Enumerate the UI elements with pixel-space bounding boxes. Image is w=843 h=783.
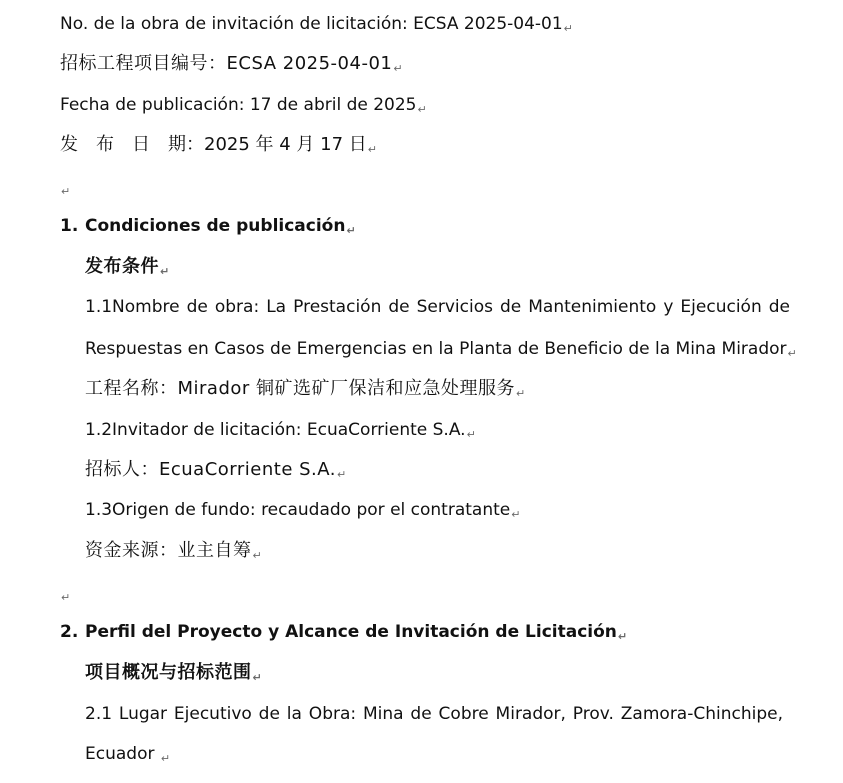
empty-paragraph — [60, 176, 70, 203]
item-1-1-cn-text: 工程名称：Mirador 铜矿选矿厂保洁和应急处理服务 — [85, 378, 516, 399]
paragraph-mark-icon: ↵ — [563, 22, 573, 35]
item-1-2 — [85, 419, 476, 446]
item-1-2-cn-text: 招标人：EcuaCorriente S.A. — [85, 459, 336, 480]
obra-number-cn — [60, 53, 403, 80]
publication-date-cn — [60, 134, 377, 161]
paragraph-mark-icon: ↵ — [61, 185, 71, 198]
paragraph-mark-icon: ↵ — [511, 508, 521, 521]
section-1-heading — [60, 215, 356, 242]
paragraph-mark-icon: ↵ — [417, 103, 427, 116]
paragraph-mark-icon: ↵ — [367, 143, 377, 156]
item-2-1-text-2: Ecuador — [85, 744, 160, 764]
item-1-3-cn-text: 资金来源：业主自筹 — [85, 540, 252, 561]
paragraph-mark-icon: ↵ — [160, 752, 171, 765]
item-1-3-text: 1.3Origen de fundo: recaudado por el contratante — [85, 500, 511, 520]
item-2-1-text-1: 2.1 Lugar Ejecutivo de la Obra: Mina de Cobre Mirador, Prov. Zamora-Chinchipe, — [85, 704, 783, 724]
section-2-title: Perfil del Proyecto y Alcance de Invitación de Licitación — [85, 622, 617, 642]
section-1-heading-cn — [85, 256, 170, 283]
obra-number-cn-text: 招标工程项目编号：ECSA 2025-04-01 — [60, 53, 393, 74]
paragraph-mark-icon: ↵ — [61, 591, 71, 604]
item-1-3-cn — [85, 540, 262, 567]
publication-date-cn-text: 发 布 日 期：2025 年 4 月 17 日 — [60, 134, 367, 155]
obra-number-es — [60, 13, 573, 40]
paragraph-mark-icon: ↵ — [252, 549, 263, 562]
item-1-2-text: 1.2Invitador de licitación: EcuaCorriente S.A. — [85, 420, 466, 440]
empty-paragraph — [60, 582, 70, 609]
item-1-1-line-2 — [85, 338, 797, 365]
paragraph-mark-icon: ↵ — [160, 265, 170, 278]
item-2-1-line-2 — [85, 743, 170, 770]
publication-date-text: Fecha de publicación: 17 de abril de 2025 — [60, 95, 417, 115]
item-1-1-cn — [85, 378, 526, 405]
paragraph-mark-icon: ↵ — [617, 630, 628, 643]
item-1-1-text-2: Respuestas en Casos de Emergencias en la Planta de Beneficio de la Mina Mirador — [85, 339, 787, 359]
obra-number-text: No. de la obra de invitación de licitación: ECSA 2025-04-01 — [60, 14, 563, 34]
item-1-1-text-1: 1.1Nombre de obra: La Prestación de Servicios de Mantenimiento y Ejecución de — [85, 297, 790, 317]
section-1-title: Condiciones de publicación — [85, 216, 346, 236]
paragraph-mark-icon: ↵ — [466, 428, 476, 441]
paragraph-mark-icon: ↵ — [516, 387, 526, 400]
paragraph-mark-icon: ↵ — [787, 347, 797, 360]
paragraph-mark-icon: ↵ — [346, 224, 356, 237]
item-2-1-line-1 — [85, 703, 783, 725]
section-1-title-cn: 发布条件 — [85, 256, 159, 277]
section-2-title-cn: 项目概况与招标范围 — [85, 662, 252, 683]
publication-date-es — [60, 94, 427, 121]
paragraph-mark-icon: ↵ — [252, 671, 263, 684]
section-2-heading-cn — [85, 662, 262, 689]
section-2-heading — [60, 621, 627, 648]
section-2-number: 2. — [60, 622, 79, 642]
item-1-2-cn — [85, 459, 347, 486]
paragraph-mark-icon: ↵ — [393, 62, 404, 75]
item-1-1-line-1 — [85, 296, 790, 318]
section-1-number: 1. — [60, 216, 79, 236]
paragraph-mark-icon: ↵ — [336, 468, 347, 481]
item-1-3 — [85, 499, 520, 526]
